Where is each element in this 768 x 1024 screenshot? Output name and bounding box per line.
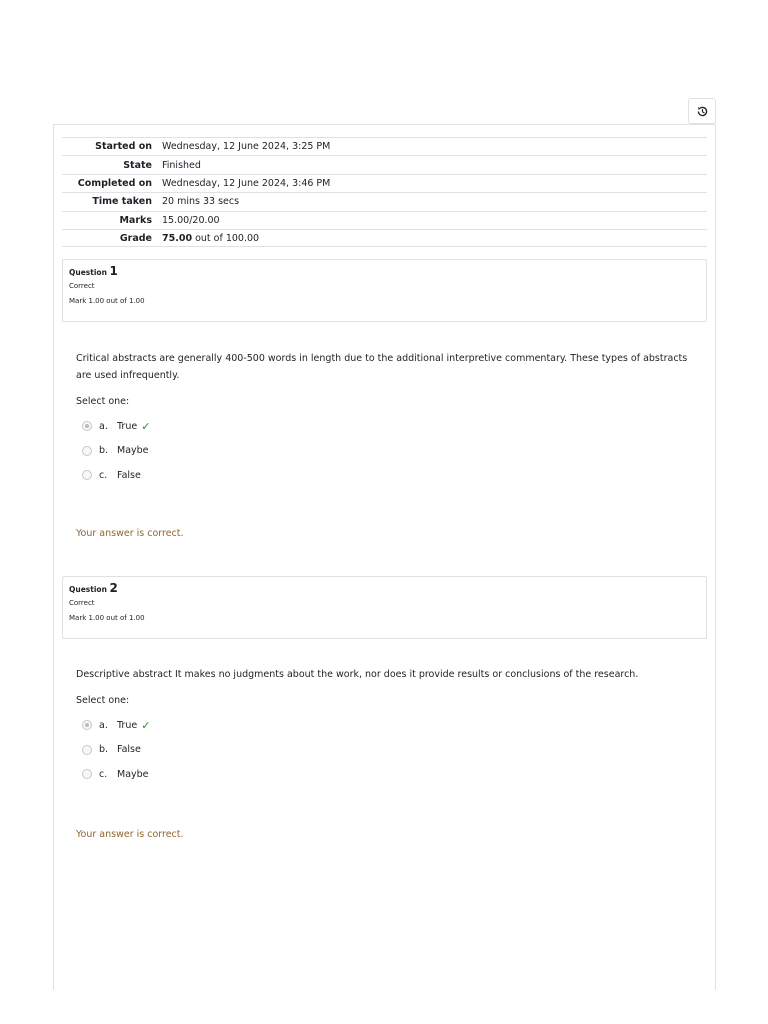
question-2-text: Descriptive abstract It makes no judgments about the work, nor does it provide results or conclusions of the research. — [76, 669, 639, 680]
summary-row-started: Started on Wednesday, 12 June 2024, 3:25 PM — [62, 137, 707, 155]
question-1-option-c[interactable]: c. False — [76, 463, 696, 488]
radio-button[interactable] — [82, 470, 92, 480]
radio-button[interactable] — [82, 720, 92, 730]
summary-row-completed: Completed on Wednesday, 12 June 2024, 3:46 PM — [62, 174, 707, 192]
question-1-info — [62, 259, 707, 322]
radio-button[interactable] — [82, 446, 92, 456]
summary-row-state: State Finished — [62, 155, 707, 173]
question-1-state: Correct — [69, 282, 95, 290]
summary-row-time-taken: Time taken 20 mins 33 secs — [62, 192, 707, 210]
select-one-label: Select one: — [76, 695, 130, 706]
question-1-text: Critical abstracts are generally 400-500 words in length due to the additional interpretive commentary. These types of abstracts are used infrequently. — [76, 353, 688, 381]
question-1-content — [76, 350, 696, 488]
question-2-state: Correct — [69, 599, 95, 607]
question-2-option-a[interactable]: a. True ✓ — [76, 713, 696, 738]
question-2-mark: Mark 1.00 out of 1.00 — [69, 614, 145, 622]
grade-value: 75.00 out of 100.00 — [162, 232, 260, 244]
select-one-label: Select one: — [76, 396, 130, 407]
question-2-option-c[interactable]: c. Maybe — [76, 762, 696, 787]
check-icon: ✓ — [141, 718, 151, 732]
question-2-option-b[interactable]: b. False — [76, 738, 696, 763]
question-1-feedback: Your answer is correct. — [76, 528, 184, 539]
radio-button[interactable] — [82, 745, 92, 755]
radio-button[interactable] — [82, 769, 92, 779]
summary-row-marks: Marks 15.00/20.00 — [62, 211, 707, 229]
question-2-feedback: Your answer is correct. — [76, 829, 184, 840]
summary-row-grade: Grade 75.00 out of 100.00 — [62, 229, 707, 247]
question-2-content — [76, 666, 696, 787]
question-1-option-b[interactable]: b. Maybe — [76, 439, 696, 464]
history-icon — [696, 105, 709, 118]
attempt-review-panel — [53, 124, 716, 990]
question-2-title: Question 2 — [69, 581, 118, 595]
attempt-summary-table — [62, 137, 707, 247]
question-1-title: Question 1 — [69, 264, 118, 278]
question-2-info — [62, 576, 707, 639]
question-1-mark: Mark 1.00 out of 1.00 — [69, 297, 145, 305]
radio-button[interactable] — [82, 421, 92, 431]
history-button[interactable] — [688, 98, 716, 124]
question-1-option-a[interactable]: a. True ✓ — [76, 414, 696, 439]
check-icon: ✓ — [141, 419, 151, 433]
